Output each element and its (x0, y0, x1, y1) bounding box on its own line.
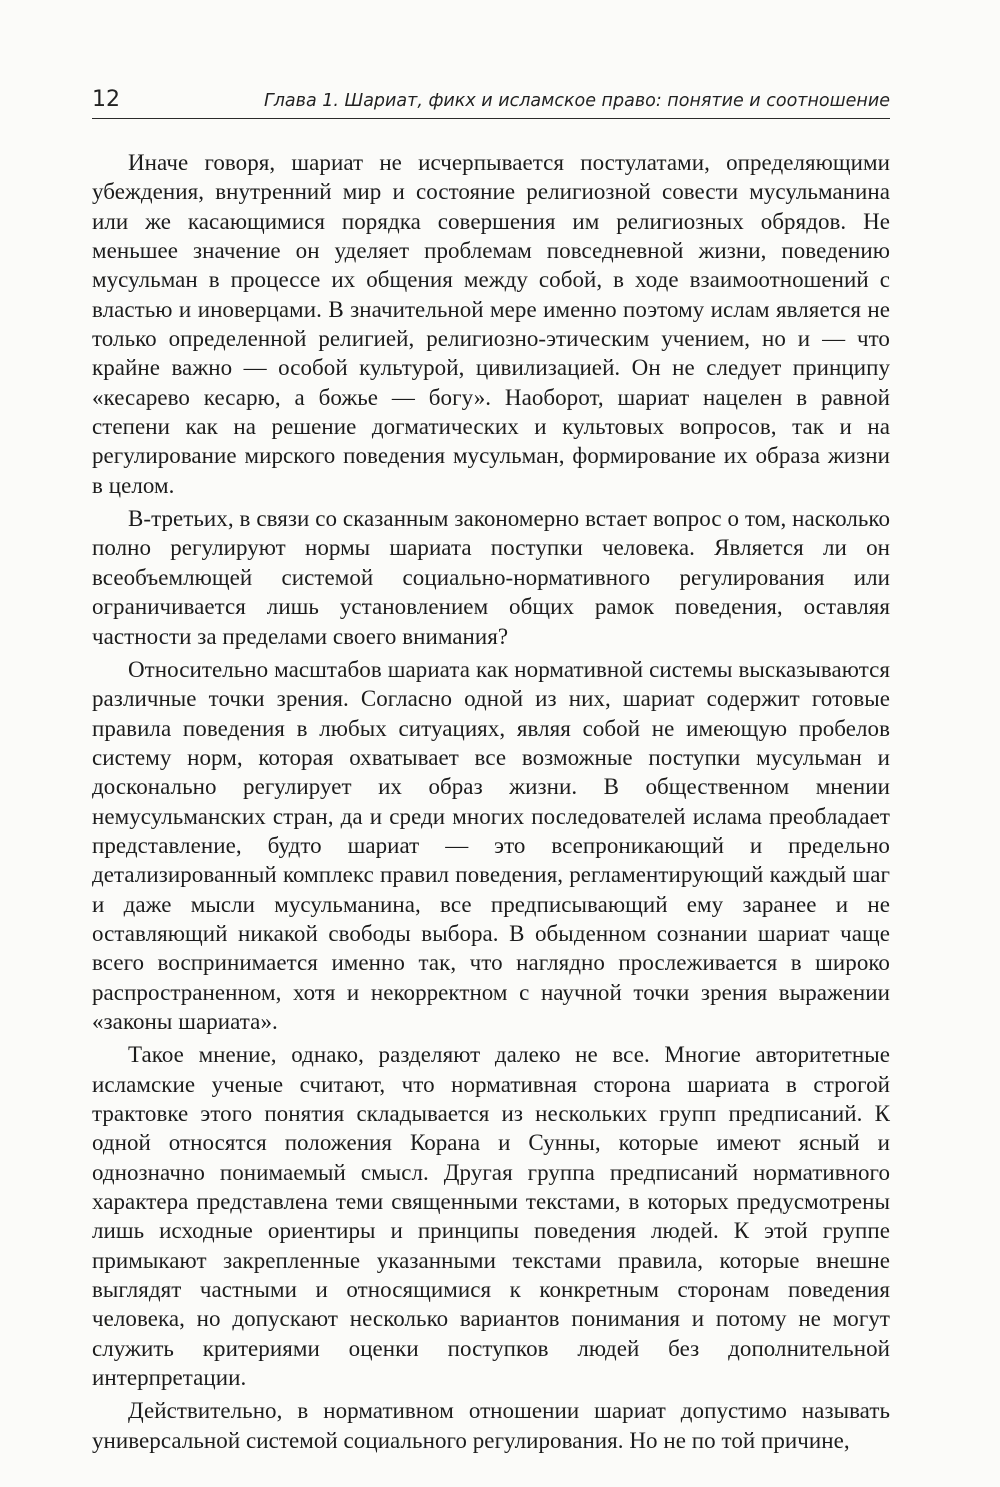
chapter-title: Глава 1. Шариат, фикх и исламское право: понятие и соотношение (263, 91, 890, 111)
page-number: 12 (92, 87, 120, 112)
running-header (92, 86, 890, 119)
paragraph-5: Действительно, в нормативном отношении шариат допустимо называть универсальной системой социального регулирования. Но не по той причине, (92, 1398, 890, 1453)
paragraph-1: Иначе говоря, шариат не исчерпывается постулатами, определяющими убеждения, внутренний мир и состояние религиозной совести мусульманина или же касающимися порядка совершения им религиозных обрядов. Не меньшее значение он уделяет проблемам повседневной жизни, поведению мусульман в процессе их общения между собой, в ходе взаимоотношений с властью и иноверцами. В значительной мере именно поэтому ислам является не только определенной религией, религиозно-этическим учением, но и — что крайне важно — особой культурой, цивилизацией. Он не следует принципу «кесарево кесарю, а божье — богу». Наоборот, шариат нацелен в равной степени как на решение догматических и культовых вопросов, так и на регулирование мирского поведения мусульман, формирование их образа жизни в целом. (92, 150, 890, 498)
paragraph-3: Относительно масштабов шариата как нормативной системы высказываются различные точки зрения. Согласно одной из них, шариат содержит готовые правила поведения в любых ситуациях, являя собой не имеющую пробелов систему норм, которая охватывает все возможные поступки мусульман и досконально регулирует их образ жизни. В общественном мнении немусульманских стран, да и среди многих последователей ислама преобладает представление, будто шариат — это всепроникающий и предельно детализированный комплекс правил поведения, регламентирующий каждый шаг и даже мысли мусульманина, все предписывающий ему заранее и не оставляющий никакой свободы выбора. В обыденном сознании шариат чаще всего воспринимается именно так, что наглядно прослеживается в широко распространенном, хотя и некорректном с научной точки зрения выражении «законы шариата». (92, 656, 890, 1034)
paragraph-2: В-третьих, в связи со сказанным закономерно встает вопрос о том, насколько полно регулируют нормы шариата поступки человека. Является ли он всеобъемлющей системой социально-нормативного регулирования или ограничивается лишь установлением общих рамок поведения, оставляя частности за пределами своего внимания? (92, 506, 890, 649)
paragraph-4: Такое мнение, однако, разделяют далеко не все. Многие авторитетные исламские ученые считают, что нормативная сторона шариата в строгой трактовке этого понятия складывается из нескольких групп предписаний. К одной относятся положения Корана и Сунны, которые имеют ясный и однозначно понимаемый смысл. Другая группа предписаний нормативного характера представлена теми священными текстами, в которых предусмотрены лишь исходные ориентиры и принципы поведения людей. К этой группе примыкают закрепленные указанными текстами правила, которые внешне выглядят частными и относящимися к конкретным сторонам поведения человека, но допускают несколько вариантов понимания и потому не могут служить критериями оценки поступков людей без дополнительной интерпретации. (92, 1042, 890, 1391)
body-text (92, 148, 890, 1459)
